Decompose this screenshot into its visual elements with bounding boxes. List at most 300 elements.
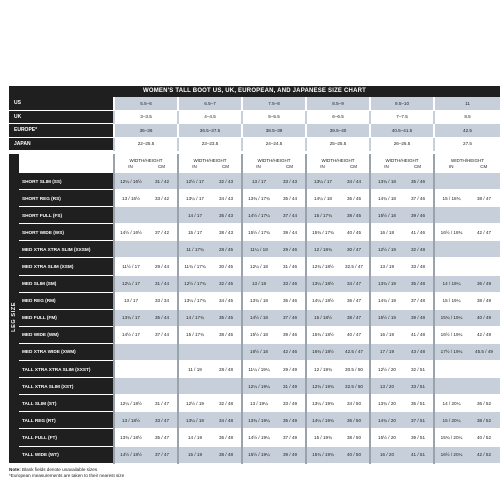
- measure-cm: 39 / 44: [275, 224, 306, 241]
- size-value: 3–3.5: [114, 110, 178, 124]
- measure-cm: [147, 378, 178, 395]
- leg-size-text: LEG SIZE: [11, 301, 17, 332]
- measure-in: 13¼ / 17: [306, 173, 339, 190]
- table-row: [9, 309, 500, 326]
- measure-in: 12½ / 19: [178, 395, 211, 412]
- measure-in: 13 / 19: [370, 258, 403, 275]
- table-row: [9, 412, 500, 429]
- measure-in: [114, 378, 147, 395]
- measure-in: 14¾ / 18: [370, 190, 403, 207]
- leg-size-label: SHORT REG (RS): [19, 190, 114, 207]
- size-value: 9.5–10: [370, 97, 434, 110]
- measure-in: 14¼ / 19¾: [306, 412, 339, 429]
- measure-in: 17 / 19: [370, 343, 403, 360]
- measure-cm: 35 / 44: [147, 309, 178, 326]
- table-row: [9, 292, 500, 309]
- measure-in: 14½ / 17: [114, 326, 147, 343]
- table-row: [9, 224, 500, 241]
- size-value: 11: [434, 97, 500, 110]
- measure-cm: 34 / 44: [339, 173, 370, 190]
- measure-in: 13¾ / 19: [370, 275, 403, 292]
- measure-cm: 41 / 48: [403, 326, 434, 343]
- measure-cm: 35 / 44: [275, 190, 306, 207]
- measure-in: 16 / 19: [370, 326, 403, 343]
- footnote: *European measurements are taken to their nearest size: [9, 472, 125, 478]
- measure-cm: 33 / 43: [275, 173, 306, 190]
- measure-cm: 38 / 47: [339, 309, 370, 326]
- measure-cm: [468, 207, 500, 224]
- leg-size-label: TALL SLIM (ST): [19, 395, 114, 412]
- measure-in: 12 / 19¾: [306, 361, 339, 378]
- unit-labels: [179, 164, 241, 170]
- measure-in: 15¾ / 19¼: [434, 309, 468, 326]
- measure-cm: 32.5 / 47: [339, 258, 370, 275]
- measure-cm: 37 / 46: [403, 190, 434, 207]
- measure-cm: 39 / 51: [403, 429, 434, 446]
- measure-cm: 33 / 46: [275, 275, 306, 292]
- measure-cm: 31 / 47: [147, 395, 178, 412]
- unit-in-label: IN: [384, 163, 389, 169]
- measure-in: 14¾ / 19: [370, 292, 403, 309]
- table-row: [9, 378, 500, 395]
- measure-cm: 35 / 43: [211, 207, 242, 224]
- measure-cm: 39 / 46: [403, 207, 434, 224]
- measure-in: [434, 173, 468, 190]
- size-value: 24–24.5: [242, 137, 306, 151]
- unit-labels: [435, 164, 500, 170]
- unit-in-label: IN: [256, 163, 261, 169]
- chart-title: WOMEN'S TALL BOOT US, UK, EUROPEAN, AND JAPANESE SIZE CHART: [9, 86, 500, 97]
- measure-in: [114, 241, 147, 258]
- measure-in: 11 / 19: [178, 361, 211, 378]
- size-value: 4–4.5: [178, 110, 242, 124]
- measure-in: 14¾ / 20: [370, 412, 403, 429]
- measure-in: 16 / 20: [370, 446, 403, 463]
- measure-in: [114, 207, 147, 224]
- measure-cm: [211, 378, 242, 395]
- size-row-label: US: [9, 97, 114, 110]
- width-height-header: [242, 154, 306, 173]
- measure-in: 14 / 19¼: [434, 275, 468, 292]
- measure-cm: 32 / 51: [403, 361, 434, 378]
- leg-size-label: MED REG (RM): [19, 292, 114, 309]
- measure-in: 14½ / 16½: [114, 224, 147, 241]
- measure-cm: 42 / 52: [468, 446, 500, 463]
- measure-cm: 42.5 / 47: [339, 343, 370, 360]
- measure-in: 15 / 19¼: [434, 292, 468, 309]
- measure-cm: 36 / 49: [468, 275, 500, 292]
- measure-cm: 34 / 47: [339, 275, 370, 292]
- measure-in: [434, 241, 468, 258]
- measure-in: 14¼ / 18: [306, 190, 339, 207]
- width-height-header: [370, 154, 434, 173]
- leg-size-table: [9, 154, 500, 464]
- measure-in: 14 / 17: [178, 207, 211, 224]
- measure-cm: 30 / 47: [339, 241, 370, 258]
- table-row: [9, 258, 500, 275]
- size-value: 36.5–37.5: [178, 124, 242, 138]
- measure-cm: 40 / 47: [339, 326, 370, 343]
- size-row-label: UK: [9, 110, 114, 124]
- leg-size-label: MED WIDE (WM): [19, 326, 114, 343]
- measure-cm: 37 / 47: [147, 446, 178, 463]
- measure-cm: 40 / 45: [339, 224, 370, 241]
- leg-size-label: TALL XTRA SLIM (XST): [19, 378, 114, 395]
- measure-in: 11¼ / 18: [242, 241, 275, 258]
- size-value: 27.5: [434, 137, 500, 151]
- table-row: [9, 395, 500, 412]
- size-row: [9, 110, 500, 124]
- size-value: 7.5–8: [242, 97, 306, 110]
- measure-cm: 28 / 45: [211, 241, 242, 258]
- measure-in: 15½ / 20: [370, 429, 403, 446]
- measure-in: 12 / 18¾: [306, 241, 339, 258]
- unit-labels: [115, 164, 177, 170]
- measure-in: 15½ / 18: [370, 207, 403, 224]
- unit-cm-label: CM: [222, 163, 229, 169]
- measure-in: 11¼ / 19¼: [242, 361, 275, 378]
- measure-cm: 31 / 46: [275, 258, 306, 275]
- measure-in: [434, 361, 468, 378]
- leg-size-label: TALL REG (RT): [19, 412, 114, 429]
- measure-in: 15 / 18¾: [434, 190, 468, 207]
- measure-cm: [468, 361, 500, 378]
- measure-cm: 33 / 42: [147, 190, 178, 207]
- measure-cm: 32 / 48: [211, 395, 242, 412]
- measure-cm: 32 / 43: [211, 173, 242, 190]
- measure-in: 15½ / 17¾: [242, 224, 275, 241]
- unit-in-label: IN: [449, 163, 454, 169]
- measure-in: 12¼ / 19¼: [242, 378, 275, 395]
- unit-in-label: IN: [192, 163, 197, 169]
- measure-in: 14 / 17¾: [178, 309, 211, 326]
- leg-size-label: MED XTRA XTRA SLIM (XXSM): [19, 241, 114, 258]
- size-row: [9, 124, 500, 138]
- measure-cm: 34 / 45: [211, 292, 242, 309]
- measure-cm: [468, 378, 500, 395]
- size-value: 38.5–39: [242, 124, 306, 138]
- measure-cm: [147, 207, 178, 224]
- measure-in: [434, 207, 468, 224]
- table-row: [9, 241, 500, 258]
- table-row: [9, 446, 500, 463]
- measure-cm: [468, 241, 500, 258]
- measure-cm: 32 / 45: [211, 275, 242, 292]
- measure-in: [114, 343, 147, 360]
- measure-in: 15¾ / 19¾: [306, 446, 339, 463]
- measure-cm: 42 / 47: [468, 224, 500, 241]
- leg-size-side-label: [9, 173, 19, 463]
- measure-in: 11 / 17¾: [178, 241, 211, 258]
- group-title: WIDTH/HEIGHT: [321, 157, 355, 163]
- size-value: 35–36: [114, 124, 178, 138]
- measure-in: 13¼ / 19: [178, 412, 211, 429]
- measure-in: 15½ / 18: [242, 326, 275, 343]
- measure-cm: 37 / 44: [275, 207, 306, 224]
- size-value: 8.5: [434, 110, 500, 124]
- measure-in: 13¾ / 17: [114, 309, 147, 326]
- measure-cm: 37 / 46: [275, 309, 306, 326]
- table-row: [9, 275, 500, 292]
- measure-cm: 42 / 46: [275, 343, 306, 360]
- measure-in: 15 / 17¾: [178, 326, 211, 343]
- measure-cm: 39 / 48: [403, 309, 434, 326]
- measure-cm: 31 / 44: [147, 275, 178, 292]
- measure-cm: 28 / 48: [211, 361, 242, 378]
- measure-in: 16½ / 18¾: [434, 224, 468, 241]
- leg-size-label: TALL FULL (FT): [19, 429, 114, 446]
- measure-cm: 38 / 45: [211, 326, 242, 343]
- measure-cm: 37 / 49: [275, 429, 306, 446]
- measure-cm: [147, 343, 178, 360]
- measure-cm: 35 / 47: [147, 429, 178, 446]
- size-row: [9, 137, 500, 151]
- unit-labels: [243, 164, 305, 170]
- group-title: WIDTH/HEIGHT: [385, 157, 419, 163]
- measure-cm: 38 / 49: [468, 292, 500, 309]
- measure-in: 13¾ / 18: [242, 292, 275, 309]
- measure-cm: 35 / 48: [403, 275, 434, 292]
- measure-cm: 31 / 42: [147, 173, 178, 190]
- size-value: 23–23.5: [178, 137, 242, 151]
- table-row: [9, 326, 500, 343]
- measure-cm: 32 / 48: [403, 241, 434, 258]
- unit-cm-label: CM: [350, 163, 357, 169]
- measure-in: 15 / 17: [178, 224, 211, 241]
- size-conversion-table: [9, 97, 500, 151]
- measure-cm: 45.5 / 49: [468, 343, 500, 360]
- measure-in: [178, 343, 211, 360]
- table-row: [9, 207, 500, 224]
- group-title: WIDTH/HEIGHT: [451, 157, 484, 163]
- measure-in: 17½ / 19¼: [434, 343, 468, 360]
- measure-cm: 40 / 50: [339, 446, 370, 463]
- measure-in: 15 / 17¾: [306, 207, 339, 224]
- measure-in: 14½ / 17¼: [242, 207, 275, 224]
- measure-cm: 34 / 50: [339, 395, 370, 412]
- unit-cm-label: CM: [286, 163, 293, 169]
- measure-in: 12¼ / 18: [242, 258, 275, 275]
- measure-cm: 35 / 46: [275, 292, 306, 309]
- measure-in: 13¼ / 19¾: [306, 395, 339, 412]
- measure-in: 16¾ / 18½: [306, 343, 339, 360]
- leg-size-label: SHORT FULL (FS): [19, 207, 114, 224]
- size-value: 6–6.5: [306, 110, 370, 124]
- measure-in: 13¼ / 18½: [306, 275, 339, 292]
- measure-in: 13¾ / 19¼: [242, 412, 275, 429]
- leg-size-label: MED XTRA SLIM (XSM): [19, 258, 114, 275]
- measure-cm: 40 / 52: [468, 429, 500, 446]
- measure-in: 14 / 20¼: [434, 395, 468, 412]
- chart-notes: [9, 467, 500, 479]
- measure-cm: 30.5 / 50: [339, 361, 370, 378]
- measure-in: 16½ / 18: [242, 343, 275, 360]
- measure-cm: 36 / 47: [339, 292, 370, 309]
- measure-cm: [211, 343, 242, 360]
- size-value: 8.5–9: [306, 97, 370, 110]
- measure-in: 13 / 18½: [114, 412, 147, 429]
- size-value: 39.5–40: [306, 124, 370, 138]
- measure-cm: [468, 258, 500, 275]
- measure-cm: 35 / 45: [211, 309, 242, 326]
- measure-cm: 30 / 45: [211, 258, 242, 275]
- measure-in: 12¼ / 16½: [114, 173, 147, 190]
- measure-cm: 33 / 34: [147, 292, 178, 309]
- unit-in-label: IN: [320, 163, 325, 169]
- measure-cm: 31 / 49: [275, 378, 306, 395]
- measure-in: 12½ / 19: [370, 241, 403, 258]
- measure-in: 12½ / 20: [370, 361, 403, 378]
- measure-in: 12½ / 17¾: [178, 275, 211, 292]
- measure-in: 16 / 18: [370, 224, 403, 241]
- table-row: [9, 429, 500, 446]
- leg-size-label: SHORT SLIM (SS): [19, 173, 114, 190]
- measure-cm: 43 / 48: [403, 343, 434, 360]
- leg-size-label: MED XTRA WIDE (XWM): [19, 343, 114, 360]
- side-label-cap: [9, 154, 19, 173]
- size-value: 5–5.5: [242, 110, 306, 124]
- measure-cm: 38 / 52: [468, 412, 500, 429]
- size-value: 22–25.5: [114, 137, 178, 151]
- measure-cm: 35 / 49: [275, 412, 306, 429]
- measure-cm: 33 / 48: [403, 258, 434, 275]
- measure-in: 14 / 19: [178, 429, 211, 446]
- measure-in: 12¾ / 18½: [306, 258, 339, 275]
- measure-cm: 37 / 42: [147, 224, 178, 241]
- size-value: 6.5–7: [178, 97, 242, 110]
- measure-cm: 33 / 49: [275, 395, 306, 412]
- unit-labels: [307, 164, 369, 170]
- header-spacer: [19, 154, 114, 173]
- leg-size-label: TALL WIDE (WT): [19, 446, 114, 463]
- width-height-header: [434, 154, 500, 173]
- size-value: 5.5–6: [114, 97, 178, 110]
- measure-cm: 41 / 46: [403, 224, 434, 241]
- note-label: Note:: [9, 466, 21, 472]
- measure-cm: 32.5 / 50: [339, 378, 370, 395]
- width-height-header-row: [9, 154, 500, 173]
- measure-in: 15 / 19: [178, 446, 211, 463]
- size-row-label: EUROPE*: [9, 124, 114, 138]
- measure-cm: 38 / 43: [211, 224, 242, 241]
- group-title: WIDTH/HEIGHT: [193, 157, 227, 163]
- measure-in: 12¼ / 18½: [114, 395, 147, 412]
- measure-in: 14¼ / 18½: [306, 292, 339, 309]
- note-text: Blank fields denote unavailable sizes: [22, 466, 98, 472]
- measure-in: 15¾ / 20¼: [434, 429, 468, 446]
- measure-cm: 36 / 48: [211, 429, 242, 446]
- measure-cm: [147, 361, 178, 378]
- measure-cm: 37 / 48: [403, 292, 434, 309]
- size-value: 42.5: [434, 124, 500, 138]
- measure-in: 15¾ / 18½: [306, 326, 339, 343]
- width-height-header: [178, 154, 242, 173]
- leg-size-label: TALL XTRA XTRA SLIM (XXST): [19, 361, 114, 378]
- measure-cm: [147, 241, 178, 258]
- measure-in: [178, 378, 211, 395]
- size-chart: [9, 86, 500, 479]
- measure-cm: 33 / 51: [403, 378, 434, 395]
- measure-cm: 35 / 51: [403, 395, 434, 412]
- measure-cm: 39 / 46: [275, 326, 306, 343]
- width-height-header: [306, 154, 370, 173]
- measure-in: 12¼ / 17: [114, 275, 147, 292]
- measure-cm: 35 / 46: [403, 173, 434, 190]
- measure-in: 15¾ / 17¾: [306, 224, 339, 241]
- measure-in: 15½ / 19¼: [242, 446, 275, 463]
- measure-in: 13¾ / 18: [370, 173, 403, 190]
- unit-cm-label: CM: [158, 163, 165, 169]
- measure-in: 13 / 17: [114, 292, 147, 309]
- measure-in: 13¼ / 17: [178, 190, 211, 207]
- measure-in: 15 / 19¾: [306, 429, 339, 446]
- leg-size-label: MED FULL (FM): [19, 309, 114, 326]
- measure-in: [114, 361, 147, 378]
- size-value: 25–25.5: [306, 137, 370, 151]
- size-value: 40.5–41.5: [370, 124, 434, 138]
- measure-in: 14½ / 18½: [114, 446, 147, 463]
- table-row: [9, 173, 500, 190]
- measure-in: 12½ / 17: [178, 173, 211, 190]
- measure-cm: 34 / 48: [211, 412, 242, 429]
- measure-cm: 36 / 50: [339, 412, 370, 429]
- measure-in: 16½ / 20¼: [434, 446, 468, 463]
- measure-cm: 38 / 50: [339, 429, 370, 446]
- measure-cm: 40 / 49: [468, 309, 500, 326]
- measure-in: 15 / 18½: [306, 309, 339, 326]
- measure-in: 15½ / 19: [370, 309, 403, 326]
- unit-in-label: IN: [128, 163, 133, 169]
- leg-size-label: MED SLIM (SM): [19, 275, 114, 292]
- size-row-label: JAPAN: [9, 137, 114, 151]
- unit-cm-label: CM: [414, 163, 421, 169]
- measure-cm: 41 / 51: [403, 446, 434, 463]
- table-row: [9, 343, 500, 360]
- measure-in: 13 / 19¼: [242, 395, 275, 412]
- measure-cm: 42 / 49: [468, 326, 500, 343]
- group-title: WIDTH/HEIGHT: [129, 157, 163, 163]
- measure-in: 13 / 16½: [114, 190, 147, 207]
- measure-in: 15 / 20¼: [434, 412, 468, 429]
- measure-in: 13 / 18: [242, 275, 275, 292]
- measure-cm: 36 / 45: [339, 190, 370, 207]
- measure-cm: 33 / 47: [147, 412, 178, 429]
- table-row: [9, 361, 500, 378]
- measure-cm: 38 / 48: [211, 446, 242, 463]
- measure-in: 13 / 17: [242, 173, 275, 190]
- measure-cm: 29 / 44: [147, 258, 178, 275]
- measure-cm: 34 / 43: [211, 190, 242, 207]
- unit-cm-label: CM: [480, 163, 488, 169]
- table-row: [9, 190, 500, 207]
- measure-cm: 37 / 51: [403, 412, 434, 429]
- measure-in: 11¾ / 17¾: [178, 258, 211, 275]
- size-row: [9, 97, 500, 110]
- width-height-header: [114, 154, 178, 173]
- unit-labels: [371, 164, 433, 170]
- measure-in: 13 / 20: [370, 378, 403, 395]
- group-title: WIDTH/HEIGHT: [257, 157, 291, 163]
- size-value: 7–7.5: [370, 110, 434, 124]
- measure-in: 14½ / 18: [242, 309, 275, 326]
- measure-in: 11½ / 17: [114, 258, 147, 275]
- measure-in: 12¾ / 19¾: [306, 378, 339, 395]
- measure-cm: 29 / 49: [275, 361, 306, 378]
- measure-cm: [468, 173, 500, 190]
- measure-in: 13¾ / 17¾: [242, 190, 275, 207]
- measure-cm: 29 / 46: [275, 241, 306, 258]
- measure-cm: 38 / 45: [339, 207, 370, 224]
